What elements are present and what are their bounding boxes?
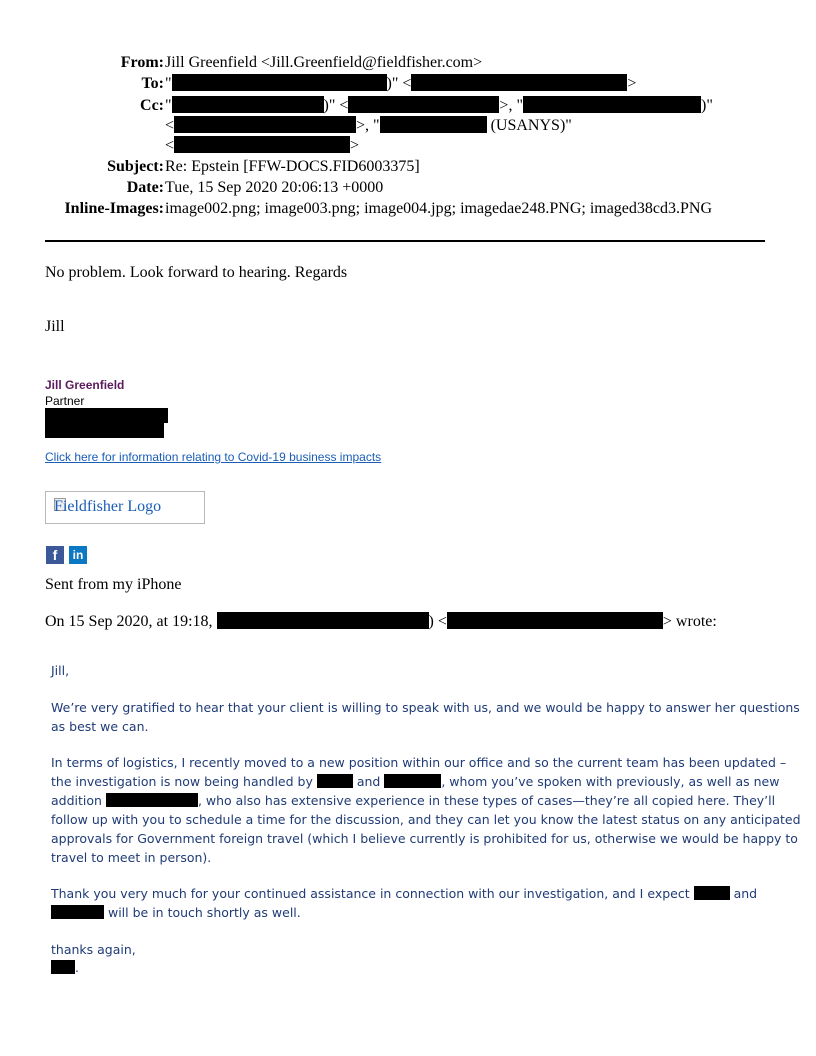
date-label: Date:	[126, 179, 164, 196]
redaction	[106, 793, 198, 807]
cc-value-line2: < >, " (USANYS)"	[165, 117, 572, 134]
cc-value: " )" < >, " )"	[165, 97, 713, 114]
cc-label: Cc:	[140, 97, 164, 114]
redaction	[174, 116, 356, 133]
quoted-line: travel to meet in person).	[51, 850, 212, 865]
message-signoff: Jill	[45, 318, 65, 335]
quoted-line: will be in touch shortly as well.	[51, 903, 301, 922]
covid-info-link[interactable]: Click here for information relating to Covid-19 business impacts	[45, 450, 382, 464]
redaction	[380, 116, 487, 133]
subject-label: Subject:	[107, 158, 164, 175]
quoted-line: addition , who also has extensive experience in these types of cases—they’re all copied here. They’ll	[51, 793, 776, 808]
from-value: Jill Greenfield <Jill.Greenfield@fieldfisher.com>	[165, 54, 483, 71]
quoted-greeting: Jill,	[51, 663, 70, 678]
redaction	[51, 905, 104, 919]
redaction	[172, 96, 324, 113]
linkedin-icon[interactable]: in	[69, 546, 87, 564]
header-divider	[45, 240, 765, 242]
quote-intro: On 15 Sep 2020, at 19:18, ) < > wrote:	[45, 613, 717, 630]
message-line: No problem. Look forward to hearing. Regards	[45, 264, 348, 281]
signature-name: Jill Greenfield	[45, 378, 125, 392]
redaction	[45, 408, 168, 423]
quoted-signature: .	[51, 958, 79, 977]
quoted-line: Thank you very much for your continued assistance in connection with our investigation, and I expect and	[51, 886, 758, 901]
from-label: From:	[120, 54, 164, 71]
redaction	[172, 74, 387, 91]
redaction	[384, 774, 441, 788]
subject-value: Re: Epstein [FFW-DOCS.FID6003375]	[165, 158, 420, 175]
to-label: To:	[141, 75, 164, 92]
quoted-line: follow up with you to schedule a time for the discussion, and they can let you know the latest status on any anticipated	[51, 812, 801, 827]
sent-from: Sent from my iPhone	[45, 576, 182, 593]
redaction	[174, 136, 350, 153]
signature-title: Partner	[45, 394, 85, 408]
redaction	[217, 612, 429, 629]
redaction	[447, 612, 663, 629]
redaction	[51, 960, 75, 974]
quoted-line: We’re very gratified to hear that your client is willing to speak with us, and we would be happy to answer her questions	[51, 700, 800, 715]
fieldfisher-logo: Fieldfisher Logo	[45, 491, 205, 524]
quoted-line: the investigation is now being handled by and , whom you’ve spoken with previously, as well as new	[51, 774, 780, 789]
to-value: " )" < >	[165, 75, 637, 92]
quoted-line: as best we can.	[51, 719, 149, 734]
redaction	[411, 74, 627, 91]
redaction	[348, 96, 499, 113]
redaction	[317, 774, 353, 788]
inline-images-label: Inline-Images:	[64, 200, 164, 217]
redaction	[523, 96, 701, 113]
quoted-line: In terms of logistics, I recently moved to a new position within our office and so the current team has been updated –	[51, 755, 787, 770]
redaction	[694, 886, 730, 900]
cc-value-line3: < >	[165, 137, 360, 154]
quoted-line: approvals for Government foreign travel (which I believe currently is prohibited for us, otherwise we would be happy to	[51, 831, 798, 846]
quoted-closing: thanks again,	[51, 942, 136, 957]
date-value: Tue, 15 Sep 2020 20:06:13 +0000	[165, 179, 384, 196]
redaction	[45, 423, 164, 438]
inline-images-value: image002.png; image003.png; image004.jpg; imagedae248.PNG; imaged38cd3.PNG	[165, 200, 713, 217]
facebook-icon[interactable]: f	[46, 546, 64, 564]
